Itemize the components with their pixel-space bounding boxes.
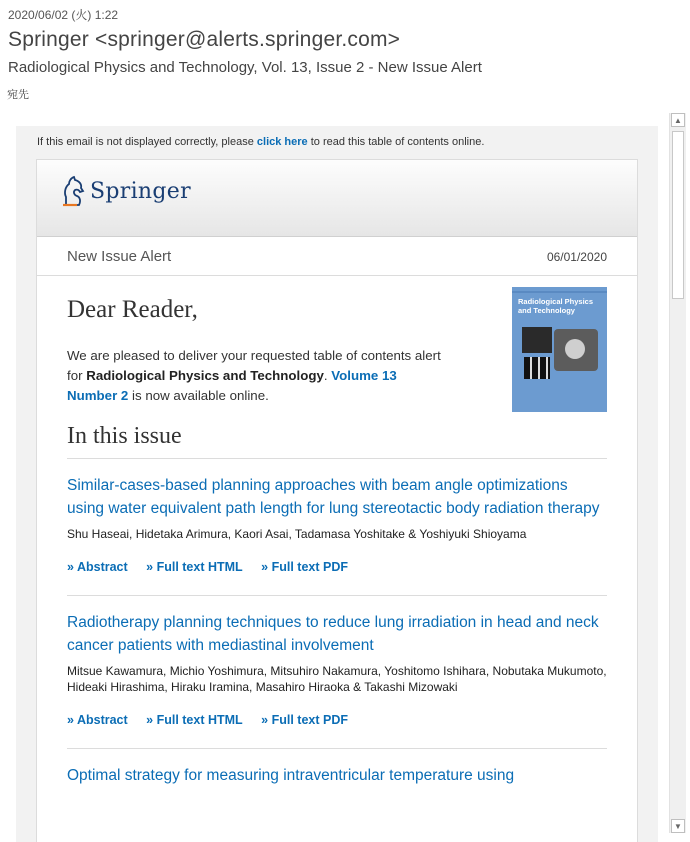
journal-name: Radiological Physics and Technology [86, 368, 324, 383]
notice-text: If this email is not displayed correctly, please [37, 136, 257, 148]
intro-text-3: is now available online. [128, 388, 269, 403]
article-links [67, 560, 607, 574]
section-title: In this issue [67, 423, 607, 459]
springer-logo[interactable] [61, 175, 191, 207]
article-authors: Mitsue Kawamura, Michio Yoshimura, Mitsuhiro Nakamura, Yoshitomo Ishihara, Nobutaka Mukumoto, Hideaki Hirashima, Hiraku Iramina, Masahiro Hiraoka & Takashi Mizowaki [67, 664, 607, 694]
article-links [67, 713, 607, 727]
alert-bar [37, 237, 637, 276]
email-to-label: 宛先 [7, 89, 29, 101]
issue-section [67, 423, 607, 808]
journal-cover-image[interactable] [512, 287, 607, 412]
full-text-pdf-link[interactable]: » Full text PDF [261, 560, 348, 574]
intro-text-2: . [323, 368, 332, 383]
article-item [67, 749, 607, 808]
email-sender[interactable]: Springer <springer@alerts.springer.com> [8, 28, 401, 51]
greeting: Dear Reader, [67, 296, 198, 323]
email-body-frame [16, 126, 658, 842]
article-title-link[interactable]: Radiotherapy planning techniques to reduce lung irradiation in head and neck cancer patients with mediastinal involvement [67, 614, 599, 654]
intro-paragraph [67, 346, 447, 406]
abstract-link[interactable]: » Abstract [67, 713, 128, 727]
springer-horse-icon [61, 175, 87, 207]
article-item [67, 596, 607, 749]
newsletter-card [36, 159, 638, 842]
display-notice [37, 136, 484, 148]
alert-title: New Issue Alert [67, 248, 172, 265]
full-text-pdf-link[interactable]: » Full text PDF [261, 713, 348, 727]
cover-top-bar [512, 291, 607, 293]
full-text-html-link[interactable]: » Full text HTML [146, 713, 243, 727]
springer-wordmark: Springer [90, 178, 191, 204]
article-authors: Shu Haseai, Hidetaka Arimura, Kaori Asai, Tadamasa Yoshitake & Yoshiyuki Shioyama [67, 527, 527, 541]
cover-image-grid [524, 357, 550, 379]
alert-date: 06/01/2020 [546, 250, 607, 264]
article-title-link[interactable]: Optimal strategy for measuring intraventricular temperature using [67, 767, 515, 784]
cover-photo [522, 327, 552, 353]
full-text-html-link[interactable]: » Full text HTML [146, 560, 243, 574]
scrollbar-thumb[interactable] [672, 131, 684, 299]
click-here-link[interactable]: click here [256, 136, 308, 148]
cover-title: Radiological Physics and Technology [518, 297, 594, 315]
volume-link[interactable]: Volume 13 Number 2 [67, 368, 397, 403]
email-date: 2020/06/02 (火) 1:22 [8, 8, 119, 22]
article-title-link[interactable]: Similar-cases-based planning approaches with beam angle optimizations using water equivalent path length for lung stereotactic body radiation therapy [67, 477, 600, 517]
notice-text-end: to read this table of contents online. [307, 136, 485, 148]
email-subject: Radiological Physics and Technology, Vol. 13, Issue 2 - New Issue Alert [8, 59, 482, 76]
cover-scanner-photo [554, 329, 598, 371]
brand-banner [37, 160, 637, 237]
scroll-down-arrow-icon[interactable]: ▼ [671, 819, 685, 833]
article-item [67, 459, 607, 596]
intro-text: We are pleased to deliver your requested table of contents alert for [67, 348, 441, 383]
scroll-up-arrow-icon[interactable]: ▲ [671, 113, 685, 127]
vertical-scrollbar[interactable] [669, 113, 686, 833]
abstract-link[interactable]: » Abstract [67, 560, 128, 574]
